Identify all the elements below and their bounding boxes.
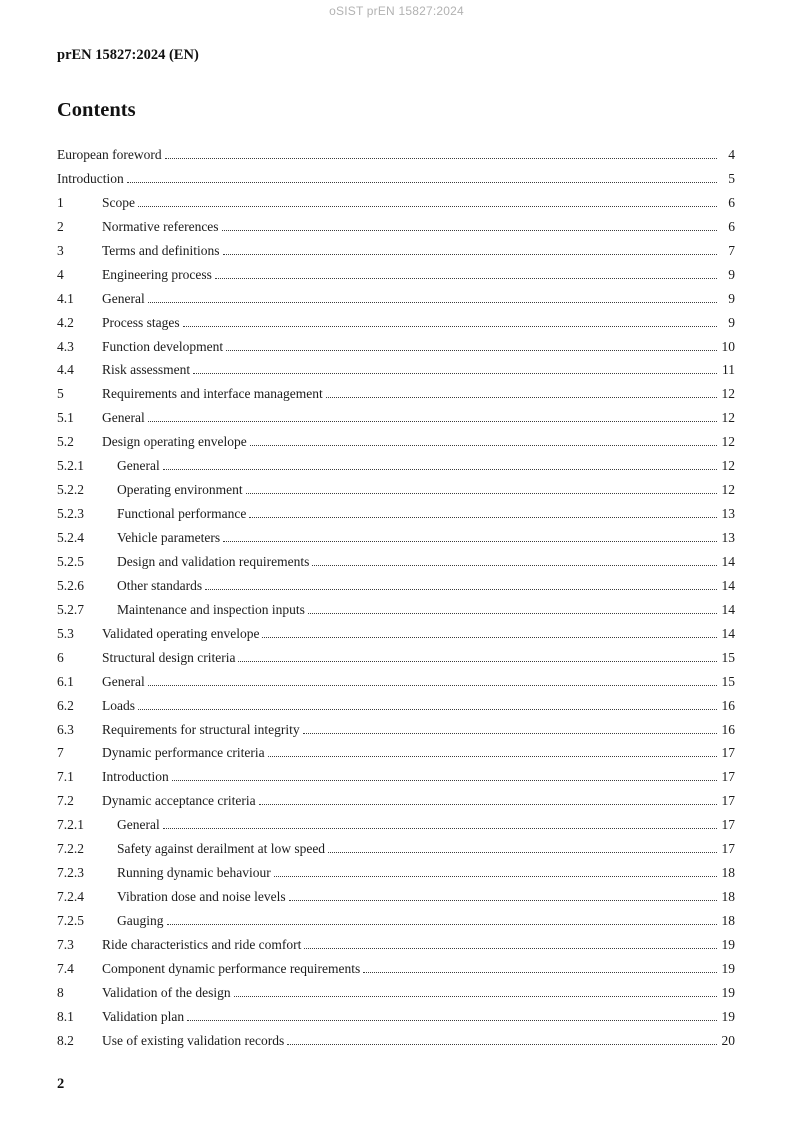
dot-leader (303, 731, 717, 734)
toc-entry-page: 17 (721, 817, 735, 833)
toc-entry-title: Design and validation requirements (117, 553, 310, 569)
toc-entry (57, 454, 735, 478)
toc-entry-page: 19 (721, 984, 735, 1000)
dot-leader (148, 419, 717, 422)
toc-entry-number: 5 (57, 386, 64, 402)
toc-entry-page: 14 (721, 553, 735, 569)
toc-entry (57, 885, 735, 909)
dot-leader (363, 970, 717, 973)
dot-leader (308, 611, 717, 614)
toc-entry (57, 143, 735, 167)
toc-entry-title: General (102, 673, 145, 689)
dot-leader (326, 395, 717, 398)
toc-entry-title: Terms and definitions (102, 242, 220, 258)
toc-entry-number: 5.2.5 (57, 553, 84, 569)
dot-leader (138, 707, 717, 710)
toc-entry (57, 550, 735, 574)
toc-entry (57, 765, 735, 789)
toc-entry-number: 7.2.1 (57, 817, 84, 833)
toc-entry (57, 670, 735, 694)
toc-entry-number: 6.1 (57, 673, 74, 689)
toc-entry-title: Loads (102, 697, 135, 713)
toc-entry-title: Ride characteristics and ride comfort (102, 936, 302, 952)
toc-entry-title: Other standards (117, 577, 203, 593)
dot-leader (172, 778, 717, 781)
toc-entry-number: 8 (57, 984, 64, 1000)
toc-entry-title: General (102, 290, 145, 306)
toc-entry (57, 981, 735, 1005)
toc-entry (57, 574, 735, 598)
dot-leader (262, 635, 717, 638)
toc-entry-number: 7 (57, 745, 64, 761)
toc-entry-number: 6 (57, 649, 64, 665)
dot-leader (289, 898, 717, 901)
dot-leader (193, 371, 717, 374)
toc-entry-number: 5.2.6 (57, 577, 84, 593)
contents-heading: Contents (57, 99, 136, 121)
dot-leader (250, 443, 717, 446)
dot-leader (127, 180, 717, 183)
toc-entry-number: 4.4 (57, 362, 74, 378)
dot-leader (205, 587, 717, 590)
dot-leader (328, 850, 717, 853)
toc-entry-title: Scope (102, 194, 135, 210)
toc-entry-page: 19 (721, 1008, 735, 1024)
toc-entry (57, 646, 735, 670)
dot-leader (226, 348, 717, 351)
toc-entry-number: 3 (57, 242, 64, 258)
toc-entry-title: Engineering process (102, 266, 212, 282)
toc-entry-page: 7 (728, 242, 735, 258)
toc-entry (57, 478, 735, 502)
toc-entry-number: 4.1 (57, 290, 74, 306)
toc-entry-title: Safety against derailment at low speed (117, 841, 326, 857)
toc-entry-page: 20 (721, 1032, 735, 1048)
toc-entry (57, 406, 735, 430)
toc-entry (57, 694, 735, 718)
toc-entry-title: Gauging (117, 913, 164, 928)
toc-entry (57, 191, 735, 215)
table-of-contents (57, 143, 735, 1053)
toc-entry-number: 7.2.5 (57, 913, 84, 928)
toc-entry (57, 598, 735, 622)
dot-leader (148, 683, 717, 686)
toc-entry-page: 14 (721, 577, 735, 593)
dot-leader (163, 826, 717, 829)
dot-leader (138, 204, 717, 207)
toc-entry-number: 8.2 (57, 1032, 74, 1048)
toc-entry-number: 6.3 (57, 721, 74, 737)
toc-entry-title: Validation of the design (102, 984, 231, 1000)
toc-entry-title: Validation plan (102, 1008, 185, 1024)
toc-entry-page: 5 (728, 170, 735, 186)
toc-entry-title: General (117, 458, 160, 474)
toc-entry-number: 7.2.3 (57, 865, 84, 881)
toc-entry-page: 4 (728, 147, 735, 162)
toc-entry-title: Dynamic performance criteria (102, 745, 265, 761)
dot-leader (287, 1042, 717, 1045)
toc-entry-number: 5.2 (57, 434, 74, 450)
toc-entry-page: 16 (721, 697, 735, 713)
toc-entry (57, 502, 735, 526)
toc-entry-number: 4.2 (57, 314, 74, 330)
toc-entry-page: 9 (728, 266, 735, 282)
toc-entry-title: Maintenance and inspection inputs (117, 601, 305, 617)
dot-leader (312, 563, 717, 566)
toc-entry-number: 4.3 (57, 338, 74, 354)
page-number-footer: 2 (57, 1076, 65, 1092)
toc-entry-number: 6.2 (57, 697, 74, 713)
toc-entry (57, 311, 735, 335)
toc-entry (57, 215, 735, 239)
toc-entry-title: Running dynamic behaviour (117, 865, 271, 881)
toc-entry-title: Normative references (102, 218, 219, 234)
toc-entry-number: 5.2.1 (57, 458, 84, 474)
toc-entry (57, 789, 735, 813)
toc-entry (57, 335, 735, 359)
toc-entry-page: 13 (721, 506, 735, 522)
dot-leader (183, 324, 717, 327)
toc-entry-page: 17 (721, 793, 735, 809)
toc-entry-number: 7.2.4 (57, 889, 84, 905)
document-reference: prEN 15827:2024 (EN) (57, 47, 199, 63)
toc-entry-title: Validated operating envelope (102, 625, 260, 641)
toc-entry-number: 7.2.2 (57, 841, 84, 857)
toc-entry-page: 18 (721, 865, 735, 881)
toc-entry-page: 11 (722, 362, 735, 378)
toc-entry-page: 9 (728, 290, 735, 306)
toc-entry (57, 526, 735, 550)
toc-entry-page: 19 (721, 936, 735, 952)
toc-entry (57, 263, 735, 287)
toc-entry-page: 9 (728, 314, 735, 330)
toc-entry (57, 1029, 735, 1053)
toc-entry (57, 933, 735, 957)
toc-entry-title: General (117, 817, 160, 833)
toc-entry-page: 12 (721, 458, 735, 474)
toc-entry-number: 1 (57, 194, 64, 210)
toc-entry (57, 957, 735, 981)
dot-leader (304, 946, 717, 949)
toc-entry-title: General (102, 410, 145, 426)
toc-entry-title: Function development (102, 338, 224, 354)
toc-entry (57, 382, 735, 406)
toc-entry-number: 5.2.4 (57, 530, 84, 545)
toc-entry (57, 813, 735, 837)
toc-entry-page: 15 (721, 649, 735, 665)
toc-entry-title: Process stages (102, 314, 180, 330)
toc-entry-page: 14 (721, 601, 735, 617)
toc-entry-number: 4 (57, 266, 64, 282)
toc-entry-title: Structural design criteria (102, 649, 236, 665)
toc-entry-number: 7.2 (57, 793, 74, 809)
toc-entry-title: Component dynamic performance requirements (102, 960, 361, 976)
dot-leader (167, 922, 718, 925)
toc-entry-title: Requirements for structural integrity (102, 721, 300, 737)
toc-entry-number: 2 (57, 218, 64, 234)
toc-entry-page: 17 (721, 745, 735, 761)
dot-leader (223, 252, 717, 255)
toc-entry-title: Risk assessment (102, 362, 191, 378)
toc-entry (57, 239, 735, 263)
toc-entry-title: Introduction (57, 170, 124, 186)
toc-entry-number: 7.4 (57, 960, 74, 976)
toc-entry-number: 5.3 (57, 625, 74, 641)
toc-entry (57, 287, 735, 311)
toc-entry (57, 430, 735, 454)
toc-entry-number: 5.2.7 (57, 601, 84, 617)
toc-entry-page: 10 (721, 338, 735, 354)
toc-entry (57, 622, 735, 646)
toc-entry-page: 12 (721, 434, 735, 450)
dot-leader (238, 659, 717, 662)
toc-entry (57, 167, 735, 191)
dot-leader (268, 754, 717, 757)
toc-entry-page: 18 (721, 913, 735, 928)
toc-entry-page: 12 (721, 386, 735, 402)
toc-entry-page: 19 (721, 960, 735, 976)
toc-entry-page: 15 (721, 673, 735, 689)
toc-entry-title: Vehicle parameters (117, 530, 221, 545)
toc-entry-title: Functional performance (117, 506, 247, 522)
toc-entry-page: 17 (721, 841, 735, 857)
toc-entry (57, 741, 735, 765)
toc-entry-title: Operating environment (117, 482, 243, 498)
toc-entry-title: Requirements and interface management (102, 386, 323, 402)
dot-leader (148, 300, 717, 303)
toc-entry-number: 7.1 (57, 769, 74, 785)
dot-leader (274, 874, 717, 877)
toc-entry-page: 12 (721, 482, 735, 498)
toc-entry-title: Design operating envelope (102, 434, 247, 450)
toc-entry-number: 5.1 (57, 410, 74, 426)
dot-leader (234, 994, 717, 997)
dot-leader (259, 802, 717, 805)
dot-leader (249, 515, 717, 518)
toc-entry (57, 358, 735, 382)
watermark-text: oSIST prEN 15827:2024 (329, 4, 464, 18)
toc-entry-title: Dynamic acceptance criteria (102, 793, 256, 809)
toc-entry-number: 5.2.2 (57, 482, 84, 498)
toc-entry (57, 909, 735, 933)
toc-entry-page: 16 (721, 721, 735, 737)
dot-leader (187, 1018, 717, 1021)
dot-leader (223, 539, 717, 542)
toc-entry-page: 18 (721, 889, 735, 905)
toc-entry-title: Introduction (102, 769, 169, 785)
toc-entry-number: 5.2.3 (57, 506, 84, 522)
toc-entry-page: 13 (721, 530, 735, 545)
toc-entry-page: 14 (721, 625, 735, 641)
toc-entry-title: Vibration dose and noise levels (117, 889, 286, 905)
toc-entry (57, 718, 735, 742)
dot-leader (163, 467, 717, 470)
toc-entry-title: Use of existing validation records (102, 1032, 285, 1048)
toc-entry (57, 861, 735, 885)
toc-entry-page: 6 (728, 194, 735, 210)
toc-entry (57, 837, 735, 861)
dot-leader (222, 228, 717, 231)
dot-leader (215, 276, 717, 279)
toc-entry (57, 1005, 735, 1029)
toc-entry-page: 6 (728, 218, 735, 234)
toc-entry-page: 17 (721, 769, 735, 785)
toc-entry-title: European foreword (57, 147, 162, 162)
toc-entry-page: 12 (721, 410, 735, 426)
toc-entry-number: 7.3 (57, 936, 74, 952)
dot-leader (246, 491, 717, 494)
dot-leader (165, 156, 717, 159)
toc-entry-number: 8.1 (57, 1008, 74, 1024)
